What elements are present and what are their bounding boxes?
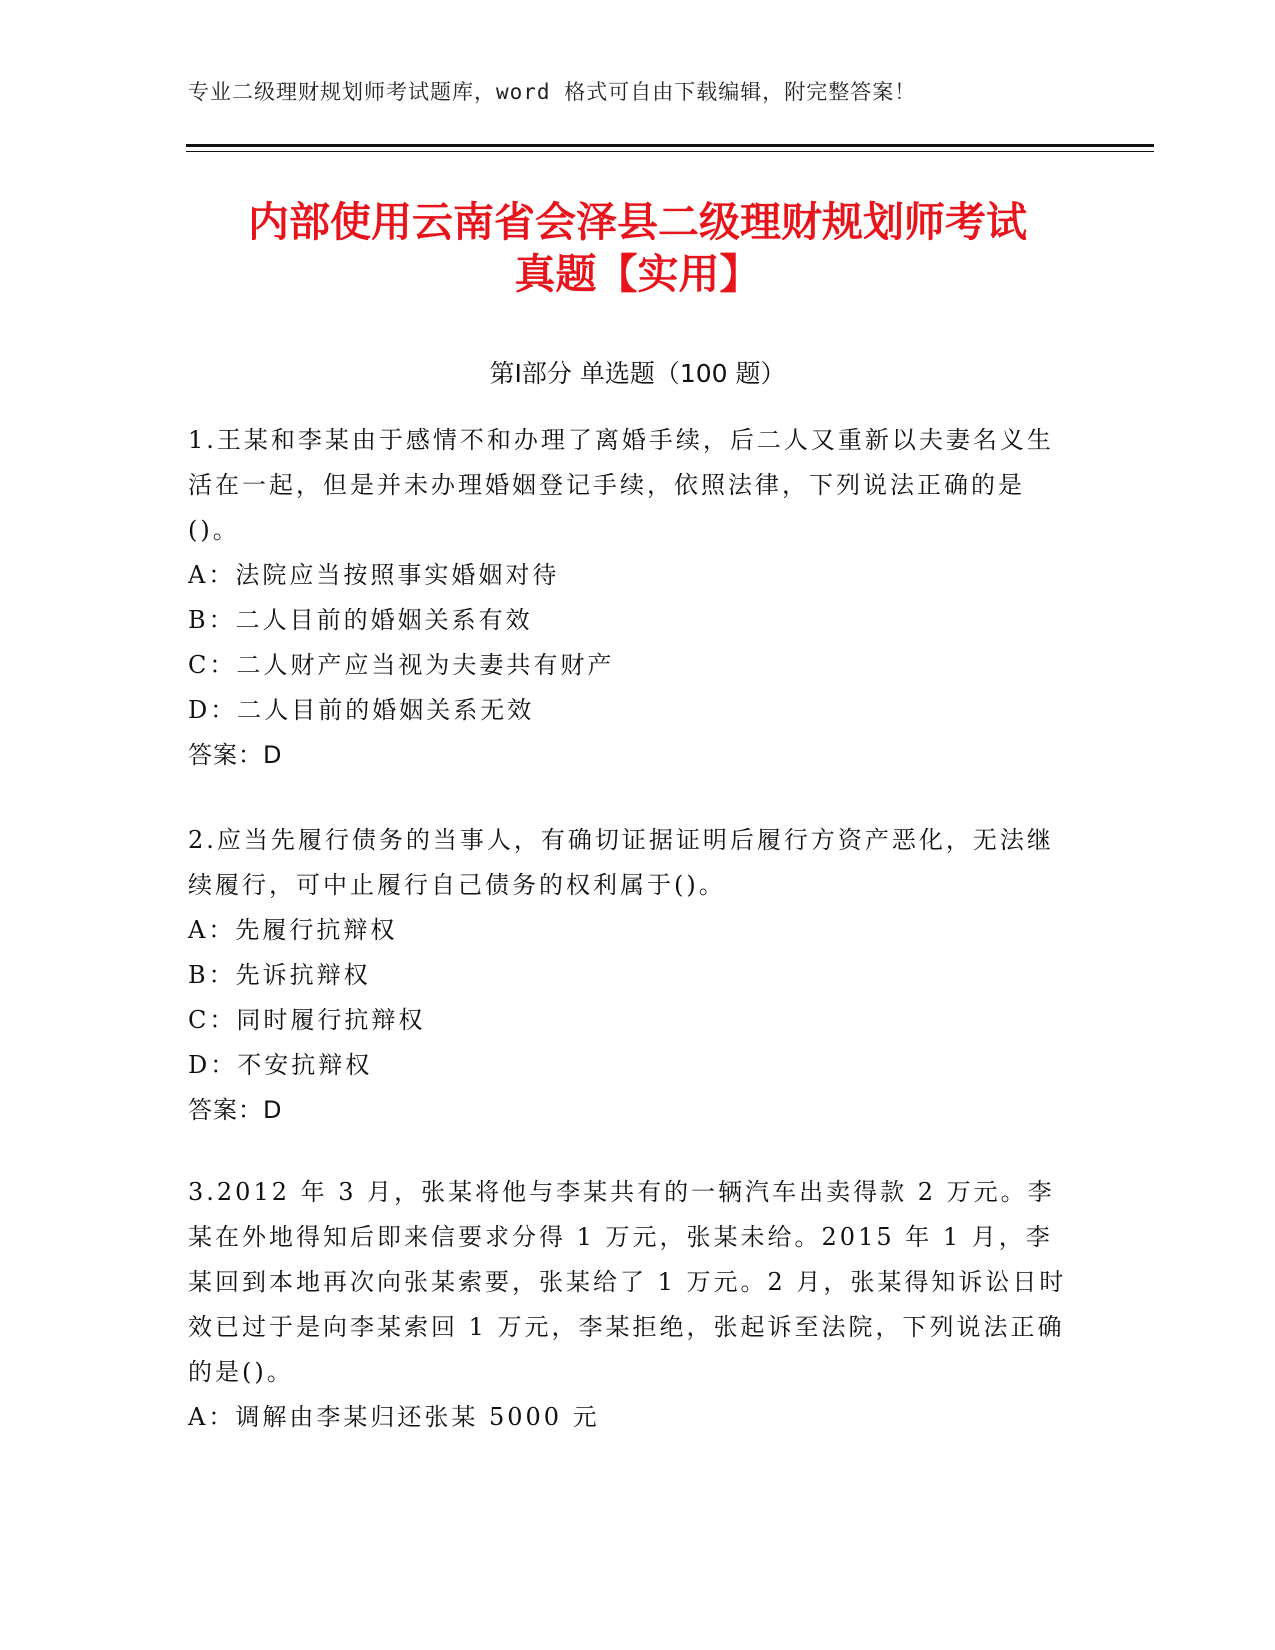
section-title: 第Ⅰ部分 单选题（100 题） [489, 359, 786, 388]
option-a: A：法院应当按照事实婚姻对待 [188, 561, 560, 589]
document-title [150, 196, 1125, 300]
answer: 答案：D [188, 741, 283, 769]
option-c: C：同时履行抗辩权 [188, 1006, 426, 1034]
question-3 [188, 1170, 1068, 1440]
option-b: B：先诉抗辩权 [188, 961, 371, 989]
question-stem: 3.2012 年 3 月，张某将他与李某共有的一辆汽车出卖得款 2 万元。李某在外地得知后即来信要求分得 1 万元，张某未给。2015 年 1 月，李某回到本地再次向张某索要，张某给了 1 万元。2 月，张某得知诉讼日时效已过于是向李某索回 1 万元，李某拒绝，张起诉至法院，下列说法正确的是()。 [188, 1178, 1067, 1386]
document-title-line-1: 内部使用云南省会泽县二级理财规划师考试 [248, 198, 1027, 246]
option-a: A：先履行抗辩权 [188, 916, 398, 944]
question-1 [188, 418, 1068, 778]
header-rule-thin [186, 151, 1154, 152]
option-d: D：不安抗辩权 [188, 1051, 373, 1079]
option-d: D：二人目前的婚姻关系无效 [188, 696, 535, 724]
question-stem: 1.王某和李某由于感情不和办理了离婚手续，后二人又重新以夫妻名义生活在一起，但是并未办理婚姻登记手续，依照法律，下列说法正确的是()。 [188, 426, 1054, 544]
question-stem: 2.应当先履行债务的当事人，有确切证据证明后履行方资产恶化，无法继续履行，可中止履行自己债务的权利属于()。 [188, 826, 1054, 899]
option-b: B：二人目前的婚姻关系有效 [188, 606, 533, 634]
document-title-line-2: 真题【实用】 [514, 250, 761, 298]
option-c: C：二人财产应当视为夫妻共有财产 [188, 651, 615, 679]
header-note: 专业二级理财规划师考试题库，word 格式可自由下载编辑，附完整答案！ [188, 80, 917, 104]
option-a: A：调解由李某归还张某 5000 元 [188, 1403, 600, 1431]
question-2 [188, 818, 1068, 1133]
header-rule-thick [186, 144, 1154, 147]
answer: 答案：D [188, 1096, 283, 1124]
